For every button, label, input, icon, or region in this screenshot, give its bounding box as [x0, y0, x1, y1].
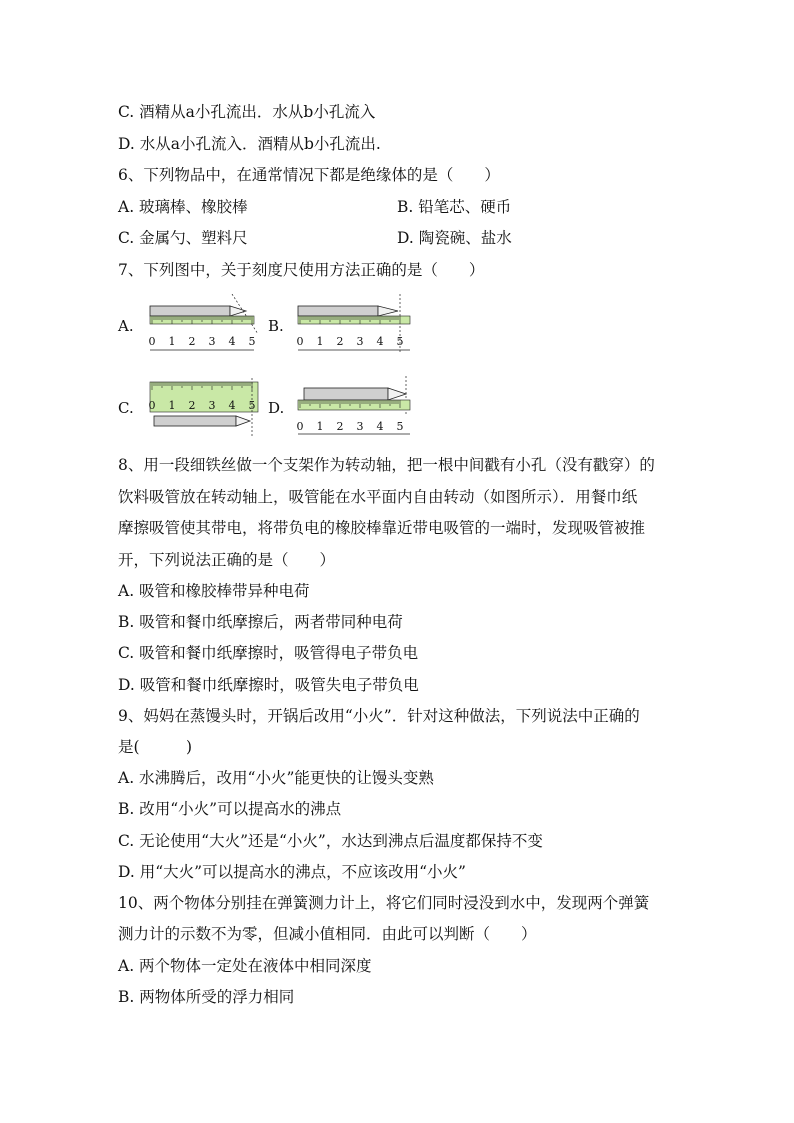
ruler-tick-label: 0: [296, 335, 304, 348]
q7-figure-c: [146, 376, 262, 440]
q6-stem: 6、下列物品中，在通常情况下都是绝缘体的是（ ）: [118, 166, 500, 184]
q9-option-d: D. 用“大火”可以提高水的沸点，不应该改用“小火”: [118, 863, 466, 881]
q7-label-a: A.: [118, 317, 134, 335]
ruler-tick-label: 4: [376, 335, 384, 348]
q8-option-c: C. 吸管和餐巾纸摩擦时，吸管得电子带负电: [118, 644, 419, 662]
q6-option-b: B. 铅笔芯、硬币: [397, 198, 512, 216]
pencil-tip: [388, 388, 406, 400]
pencil-body: [150, 306, 230, 316]
q5-option-c: C. 酒精从a小孔流出．水从b小孔流入: [118, 103, 376, 121]
q8-stem-line4: 开，下列说法正确的是（ ）: [118, 551, 336, 569]
q9-option-c: C. 无论使用“大火”还是“小火”，水达到沸点后温度都保持不变: [118, 832, 543, 850]
ruler-tick-label: 1: [316, 420, 324, 433]
q9-option-a: A. 水沸腾后，改用“小火”能更快的让馒头变熟: [118, 769, 434, 787]
q8-stem-line1: 8、用一段细铁丝做一个支架作为转动轴，把一根中间戳有小孔（没有戳穿）的: [118, 456, 655, 474]
q6-option-c: C. 金属勺、塑料尺: [118, 229, 248, 247]
q7-figure-d: [294, 376, 416, 440]
ruler-tick-label: 3: [356, 335, 364, 348]
pencil-tip: [236, 416, 250, 426]
ruler-tick-label: 0: [296, 420, 304, 433]
q9-option-b: B. 改用“小火”可以提高水的沸点: [118, 800, 342, 818]
pencil-body: [298, 306, 378, 316]
q5-option-d: D. 水从a小孔流入．酒精从b小孔流出.: [118, 135, 381, 153]
ruler-tick-label: 5: [396, 420, 404, 433]
q9-stem-line1: 9、妈妈在蒸馒头时，开锅后改用“小火”．针对这种做法，下列说法中正确的: [118, 707, 640, 725]
q9-stem-line2: 是( ): [118, 738, 193, 756]
ruler-tick-label: 3: [208, 335, 216, 348]
ruler-tick-label: 1: [316, 335, 324, 348]
q7-label-c: C.: [118, 399, 134, 417]
ruler-tick-label: 5: [248, 399, 256, 412]
q8-option-b: B. 吸管和餐巾纸摩擦后，两者带同种电荷: [118, 613, 403, 631]
q6-option-a: A. 玻璃棒、橡胶棒: [118, 198, 248, 216]
q8-stem-line3: 摩擦吸管使其带电，将带负电的橡胶棒靠近带电吸管的一端时，发现吸管被推: [118, 519, 646, 537]
ruler-tick-label: 3: [208, 399, 216, 412]
q7-figure-b: [294, 294, 416, 356]
ruler-tick-label: 0: [148, 335, 156, 348]
q10-option-b: B. 两物体所受的浮力相同: [118, 988, 295, 1006]
ruler-tick-label: 5: [396, 335, 404, 348]
q10-option-a: A. 两个物体一定处在液体中相同深度: [118, 957, 372, 975]
ruler-tick-label: 0: [148, 399, 156, 412]
ruler-tick-label: 5: [248, 335, 256, 348]
q10-stem-line2: 测力计的示数不为零，但减小值相同．由此可以判断（ ）: [118, 925, 537, 943]
ruler-tick-label: 3: [356, 420, 364, 433]
ruler-tick-label: 2: [336, 420, 344, 433]
pencil-tip: [230, 306, 246, 316]
pencil-body: [304, 388, 388, 400]
ruler-tick-label: 4: [228, 399, 236, 412]
q7-figure-a: [146, 294, 262, 356]
pencil-tip: [378, 306, 398, 316]
ruler-tick-label: 1: [168, 399, 176, 412]
ruler-tick-label: 2: [336, 335, 344, 348]
q8-option-a: A. 吸管和橡胶棒带异种电荷: [118, 582, 310, 600]
q7-label-b: B.: [268, 317, 284, 335]
ruler-tick-label: 2: [188, 335, 196, 348]
q6-option-d: D. 陶瓷碗、盐水: [397, 229, 512, 247]
ruler-tick-label: 2: [188, 399, 196, 412]
pencil-body: [154, 416, 236, 426]
ruler-tick-label: 1: [168, 335, 176, 348]
q8-stem-line2: 饮料吸管放在转动轴上，吸管能在水平面内自由转动（如图所示）．用餐巾纸: [118, 488, 638, 506]
q7-stem: 7、下列图中，关于刻度尺使用方法正确的是（ ）: [118, 261, 485, 279]
ruler-tick-label: 4: [228, 335, 236, 348]
ruler-tick-label: 4: [376, 420, 384, 433]
q10-stem-line1: 10、两个物体分别挂在弹簧测力计上，将它们同时浸没到水中，发现两个弹簧: [118, 894, 650, 912]
q7-label-d: D.: [268, 399, 285, 417]
q8-option-d: D. 吸管和餐巾纸摩擦时，吸管失电子带负电: [118, 676, 419, 694]
